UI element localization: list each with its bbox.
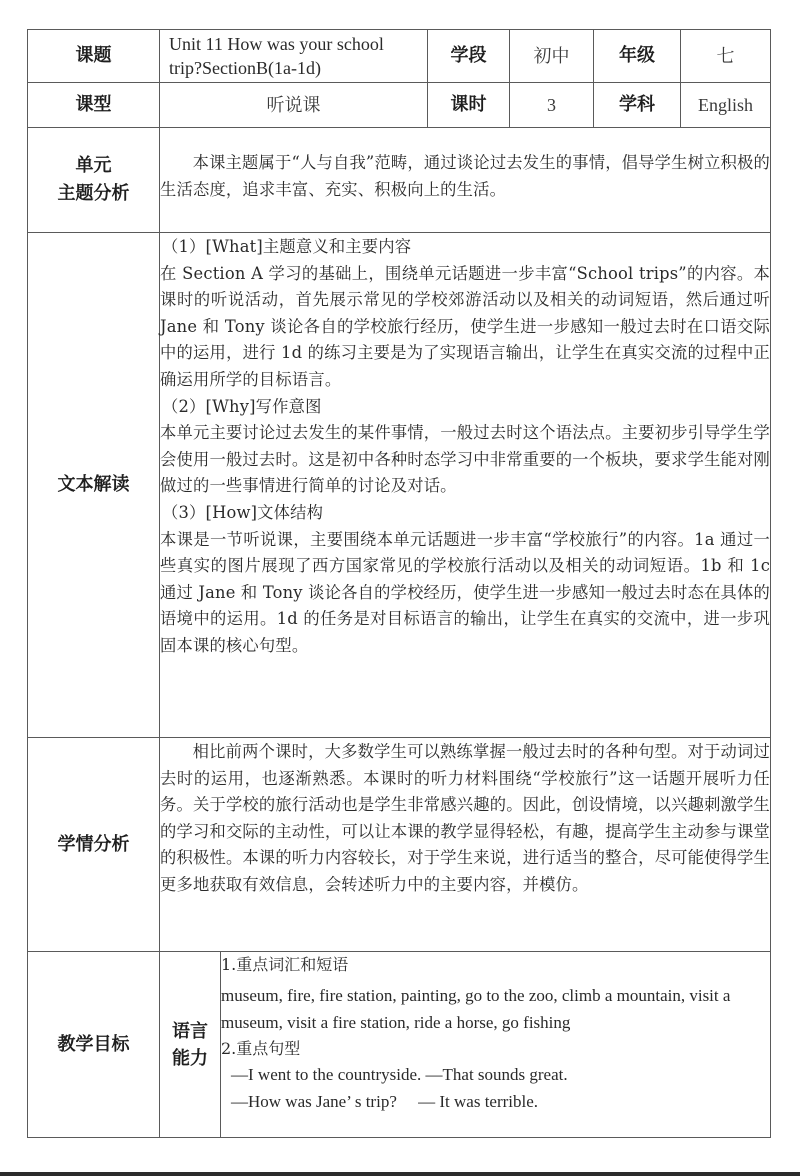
learner-analysis-label: 学情分析 — [28, 738, 160, 952]
bottom-edge-bar — [0, 1172, 800, 1176]
teaching-goals-row — [28, 952, 771, 1138]
language-ability-label-line1: 语言 — [172, 1020, 208, 1042]
teaching-goals-label: 教学目标 — [28, 952, 160, 1138]
why-text: 本单元主要讨论过去发生的某件事情，一般过去时这个语法点。主要初步引导学生学会使用一般过去时。这是初中各种时态学习中非常重要的一个板块，要求学生能对刚做过的一些事情进行简单的讨论及对话。 — [160, 423, 771, 496]
learner-analysis-cell — [160, 738, 771, 952]
how-heading: （3）[How]文体结构 — [162, 502, 324, 522]
unit-theme-label — [28, 128, 160, 233]
learner-analysis-row — [28, 738, 771, 952]
sentence-1: —I went to the countryside. —That sounds great. — [231, 1065, 568, 1084]
language-ability-label-line2: 能力 — [172, 1047, 208, 1069]
period-label: 课时 — [428, 83, 510, 128]
grade-label: 年级 — [594, 30, 681, 83]
vocab-text: museum, fire, fire station, painting, go to the zoo, climb a mountain, visit a museum, visit a fire station, ride a horse, go fishing — [221, 985, 731, 1032]
title-label: 课题 — [28, 30, 160, 83]
lesson-plan-table — [27, 29, 771, 1138]
language-ability-label — [160, 952, 221, 1138]
unit-theme-cell — [160, 128, 771, 233]
what-heading: （1）[What]主题意义和主要内容 — [162, 237, 412, 256]
stage-value: 初中 — [510, 30, 594, 83]
sentence-heading: 2.重点句型 — [221, 1038, 301, 1058]
teaching-goals-content — [221, 952, 771, 1138]
unit-theme-label-line2: 主题分析 — [57, 183, 130, 204]
unit-theme-row — [28, 128, 771, 233]
text-analysis-row — [28, 233, 771, 738]
header-row-1 — [28, 30, 771, 83]
text-analysis-cell — [160, 233, 771, 738]
stage-label: 学段 — [428, 30, 510, 83]
type-value: 听说课 — [160, 83, 428, 128]
learner-analysis-text: 相比前两个课时，大多数学生可以熟练掌握一般过去时的各种句型。对于动词过去时的运用，也逐渐熟悉。本课时的听力材料围绕“学校旅行”这一话题开展听力任务。关于学校的旅行活动也是学生非常感兴趣的。因此，创设情境，以兴趣刺激学生的学习和交际的主动性，可以让本课的教学显得轻松，有趣，提高学生主动参与课堂的积极性。本课的听力内容较长，对于学生来说，进行适当的整合，尽可能使得学生更多地获取有效信息，会转述听力中的主要内容，并模仿。 — [160, 742, 771, 894]
why-heading: （2）[Why]写作意图 — [162, 396, 322, 416]
title-value — [160, 30, 428, 83]
unit-theme-text: 本课主题属于“人与自我”范畴，通过谈论过去发生的事情，倡导学生树立积极的生活态度，追求丰富、充实、积极向上的生活。 — [160, 153, 771, 199]
title-value-line1: Unit 11 How was your school — [169, 34, 384, 54]
sentence-2: —How was Jane’ s trip? — It was terrible. — [231, 1091, 539, 1111]
what-text: 在 Section A 学习的基础上，围绕单元话题进一步丰富“School trips”的内容。本课时的听说活动，首先展示常见的学校郊游活动以及相关的动词短语，然后通过听 Jane 和 Tony 谈论各自的学校旅行经历，使学生进一步感知一般过去时在口语交际中的运用，进行 1d 的练习主要是为了实现语言输出，让学生在真实交流的过程中正确运用所学的目标语言。 — [160, 263, 771, 389]
period-value: 3 — [510, 83, 594, 128]
grade-value: 七 — [681, 30, 771, 83]
header-row-2 — [28, 83, 771, 128]
type-label: 课型 — [28, 83, 160, 128]
how-text: 本课是一节听说课，主要围绕本单元话题进一步丰富“学校旅行”的内容。1a 通过一些真实的图片展现了西方国家常见的学校旅行活动以及相关的动词短语。1b 和 1c 通过 Jane 和 Tony 谈论各自的学校经历，使学生进一步感知一般过去时态在具体的语境中的运用。1d 的任务是对目标语言的输出，让学生在真实的交流中，进一步巩固本课的核心句型。 — [160, 529, 771, 655]
subject-value: English — [681, 83, 771, 128]
subject-label: 学科 — [594, 83, 681, 128]
unit-theme-label-line1: 单元 — [75, 155, 112, 176]
title-value-line2: trip?SectionB(1a-1d) — [169, 58, 321, 78]
vocab-heading: 1.重点词汇和短语 — [221, 955, 349, 974]
text-analysis-label: 文本解读 — [28, 233, 160, 738]
